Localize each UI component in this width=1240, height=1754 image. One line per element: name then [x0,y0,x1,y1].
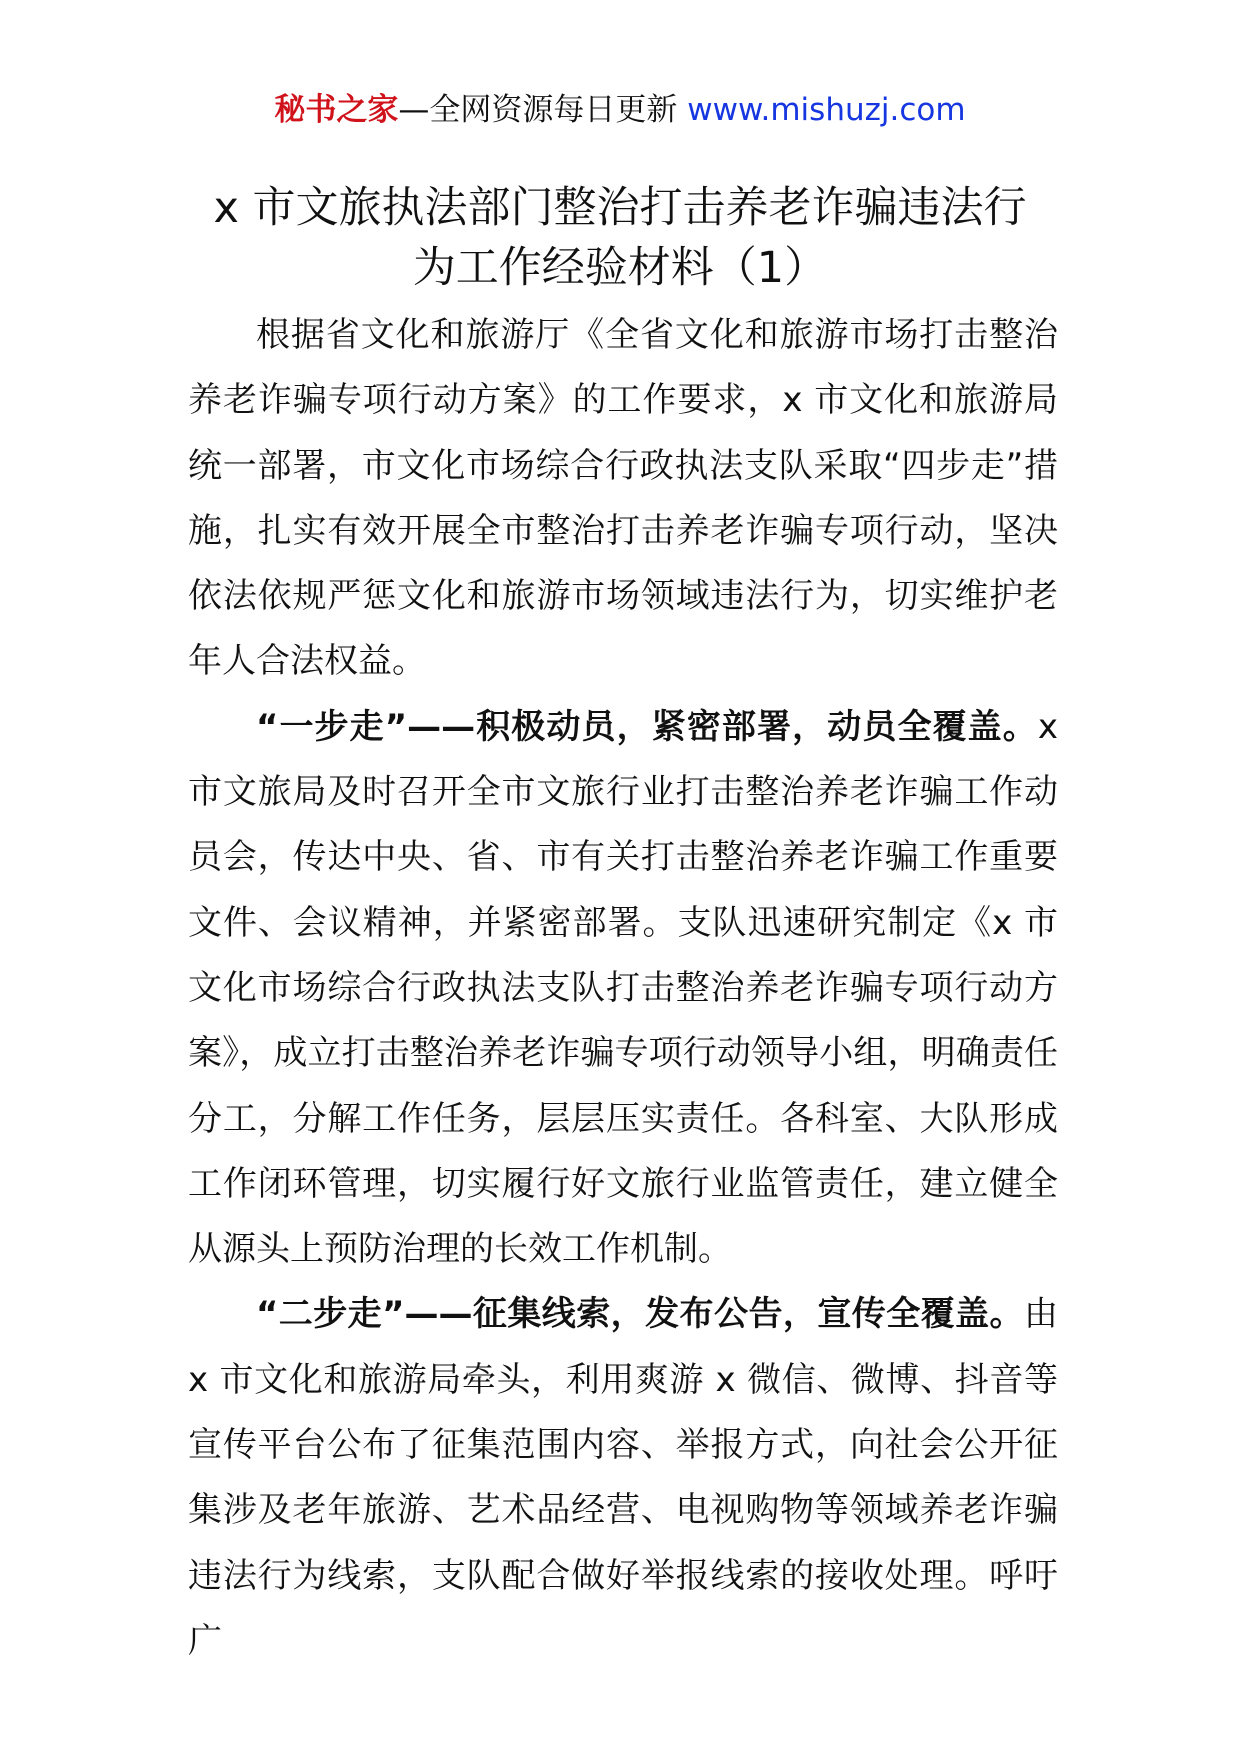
paragraph-step-two [188,1282,1058,1674]
title-line-2: 为工作经验材料（1） [412,243,828,293]
site-brand: 秘书之家 [274,92,399,128]
paragraph-text: 由 x 市文化和旅游局牵头，利用爽游 x 微信、微博、抖音等宣传平台公布了征集范围内容、举报方式，向社会公开征集涉及老年旅游、艺术品经营、电视购物等领域养老诈骗违法行为线索，支队配合做好举报线索的接收处理。呼吁广 [188,1294,1058,1661]
title-line-1: x 市文旅执法部门整治打击养老诈骗违法行 [213,183,1027,233]
document-body [188,303,1058,1674]
document-title [180,178,1060,298]
paragraph-lead: “一步走”——积极动员，紧密部署，动员全覆盖。 [256,706,1038,747]
paragraph-text: 根据省文化和旅游厅《全省文化和旅游市场打击整治养老诈骗专项行动方案》的工作要求，x 市文化和旅游局统一部署，市文化市场综合行政执法支队采取“四步走”措施，扎实有效开展全市整治打击养老诈骗专项行动，坚决依法依规严惩文化和旅游市场领域违法行为，切实维护老年人合法权益。 [188,315,1058,682]
paragraph-text: x 市文旅局及时召开全市文旅行业打击整治养老诈骗工作动员会，传达中央、省、市有关打击整治养老诈骗工作重要文件、会议精神，并紧密部署。支队迅速研究制定《x 市文化市场综合行政执法支队打击整治养老诈骗专项行动方案》，成立打击整治养老诈骗专项行动领导小组，明确责任分工，分解工作任务，层层压实责任。各科室、大队形成工作闭环管理，切实履行好文旅行业监管责任，建立健全从源头上预防治理的长效工作机制。 [188,706,1058,1270]
paragraph-step-one [188,695,1058,1283]
site-banner [0,86,1240,134]
site-url[interactable]: www.mishuzj.com [687,92,966,128]
paragraph-intro [188,303,1058,695]
paragraph-lead: “二步走”——征集线索，发布公告，宣传全覆盖。 [256,1294,1024,1335]
site-slogan: —全网资源每日更新 [398,92,688,128]
